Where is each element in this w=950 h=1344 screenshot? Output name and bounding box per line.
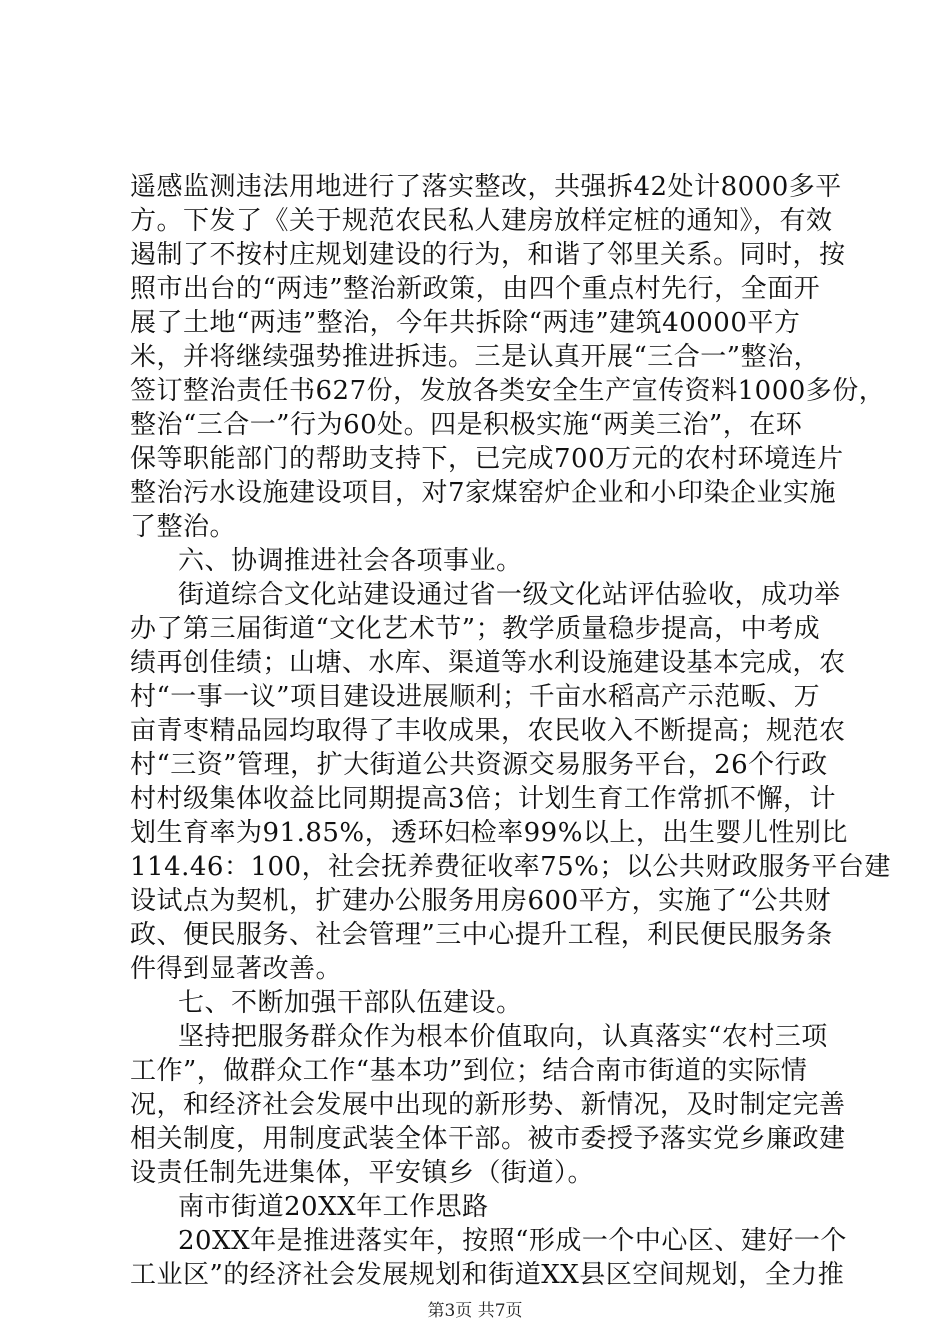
body-text-line: 遏制了不按村庄规划建设的行为，和谐了邻里关系。同时，按 bbox=[130, 240, 846, 270]
body-text-line: 工作”，做群众工作“基本功”到位；结合南市街道的实际情 bbox=[130, 1056, 808, 1086]
body-text-line: 米，并将继续强势推进拆违。三是认真开展“三合一”整治， bbox=[130, 342, 821, 372]
body-text-line: 件得到显著改善。 bbox=[130, 954, 343, 984]
body-text-line: 遥感监测违法用地进行了落实整改，共强拆42处计8000多平 bbox=[130, 172, 842, 202]
section-heading: 六、协调推进社会各项事业。 bbox=[178, 546, 523, 576]
body-text-line: 签订整治责任书627份，发放各类安全生产宣传资料1000多份， bbox=[130, 376, 886, 406]
body-text-line: 照市出台的“两违”整治新政策，由四个重点村先行，全面开 bbox=[130, 274, 821, 304]
body-text-line: 展了土地“两违”整治，今年共拆除“两违”建筑40000平方 bbox=[130, 308, 801, 338]
body-text-line: 保等职能部门的帮助支持下，已完成700万元的农村环境连片 bbox=[130, 444, 844, 474]
body-text-line: 街道综合文化站建设通过省一级文化站评估验收，成功举 bbox=[178, 580, 841, 610]
body-text-line: 整治污水设施建设项目，对7家煤窑炉企业和小印染企业实施 bbox=[130, 478, 837, 508]
body-text-line: 20XX年是推进落实年，按照“形成一个中心区、建好一个 bbox=[178, 1226, 847, 1256]
body-text-line: 办了第三届街道“文化艺术节”；教学质量稳步提高，中考成 bbox=[130, 614, 821, 644]
body-text-line: 绩再创佳绩；山塘、水库、渠道等水利设施建设基本完成，农 bbox=[130, 648, 846, 678]
body-text-line: 了整治。 bbox=[130, 512, 237, 542]
body-text-line: 况，和经济社会发展中出现的新形势、新情况，及时制定完善 bbox=[130, 1090, 846, 1120]
body-text-line: 村“一事一议”项目建设进展顺利；千亩水稻高产示范畈、万 bbox=[130, 682, 821, 712]
body-text-line: 坚持把服务群众作为根本价值取向，认真落实“农村三项 bbox=[178, 1022, 828, 1052]
body-text-line: 政、便民服务、社会管理”三中心提升工程，利民便民服务条 bbox=[130, 920, 833, 950]
body-text-line: 相关制度，用制度武装全体干部。被市委授予落实党乡廉政建 bbox=[130, 1124, 846, 1154]
body-text-line: 整治“三合一”行为60处。四是积极实施“两美三治”，在环 bbox=[130, 410, 803, 440]
section-heading: 南市街道20XX年工作思路 bbox=[178, 1192, 489, 1222]
section-heading: 七、不断加强干部队伍建设。 bbox=[178, 988, 523, 1018]
body-text-line: 设责任制先进集体，平安镇乡（街道）。 bbox=[130, 1158, 595, 1188]
body-text-line: 村“三资”管理，扩大街道公共资源交易服务平台，26个行政 bbox=[130, 750, 828, 780]
body-text-line: 114.46：100，社会抚养费征收率75%；以公共财政服务平台建 bbox=[130, 852, 891, 882]
body-text-line: 亩青枣精品园均取得了丰收成果，农民收入不断提高；规范农 bbox=[130, 716, 846, 746]
body-text-line: 村村级集体收益比同期提高3倍；计划生育工作常抓不懈，计 bbox=[130, 784, 837, 814]
body-text-line: 划生育率为91.85%，透环妇检率99%以上，出生婴儿性别比 bbox=[130, 818, 848, 848]
body-text-line: 设试点为契机，扩建办公服务用房600平方，实施了“公共财 bbox=[130, 886, 831, 916]
body-text-line: 方。下发了《关于规范农民私人建房放样定桩的通知》，有效 bbox=[130, 206, 833, 236]
page-number-footer: 第3页 共7页 bbox=[427, 1301, 523, 1321]
body-text-line: 工业区”的经济社会发展规划和街道XX县区空间规划，全力推 bbox=[130, 1260, 845, 1290]
